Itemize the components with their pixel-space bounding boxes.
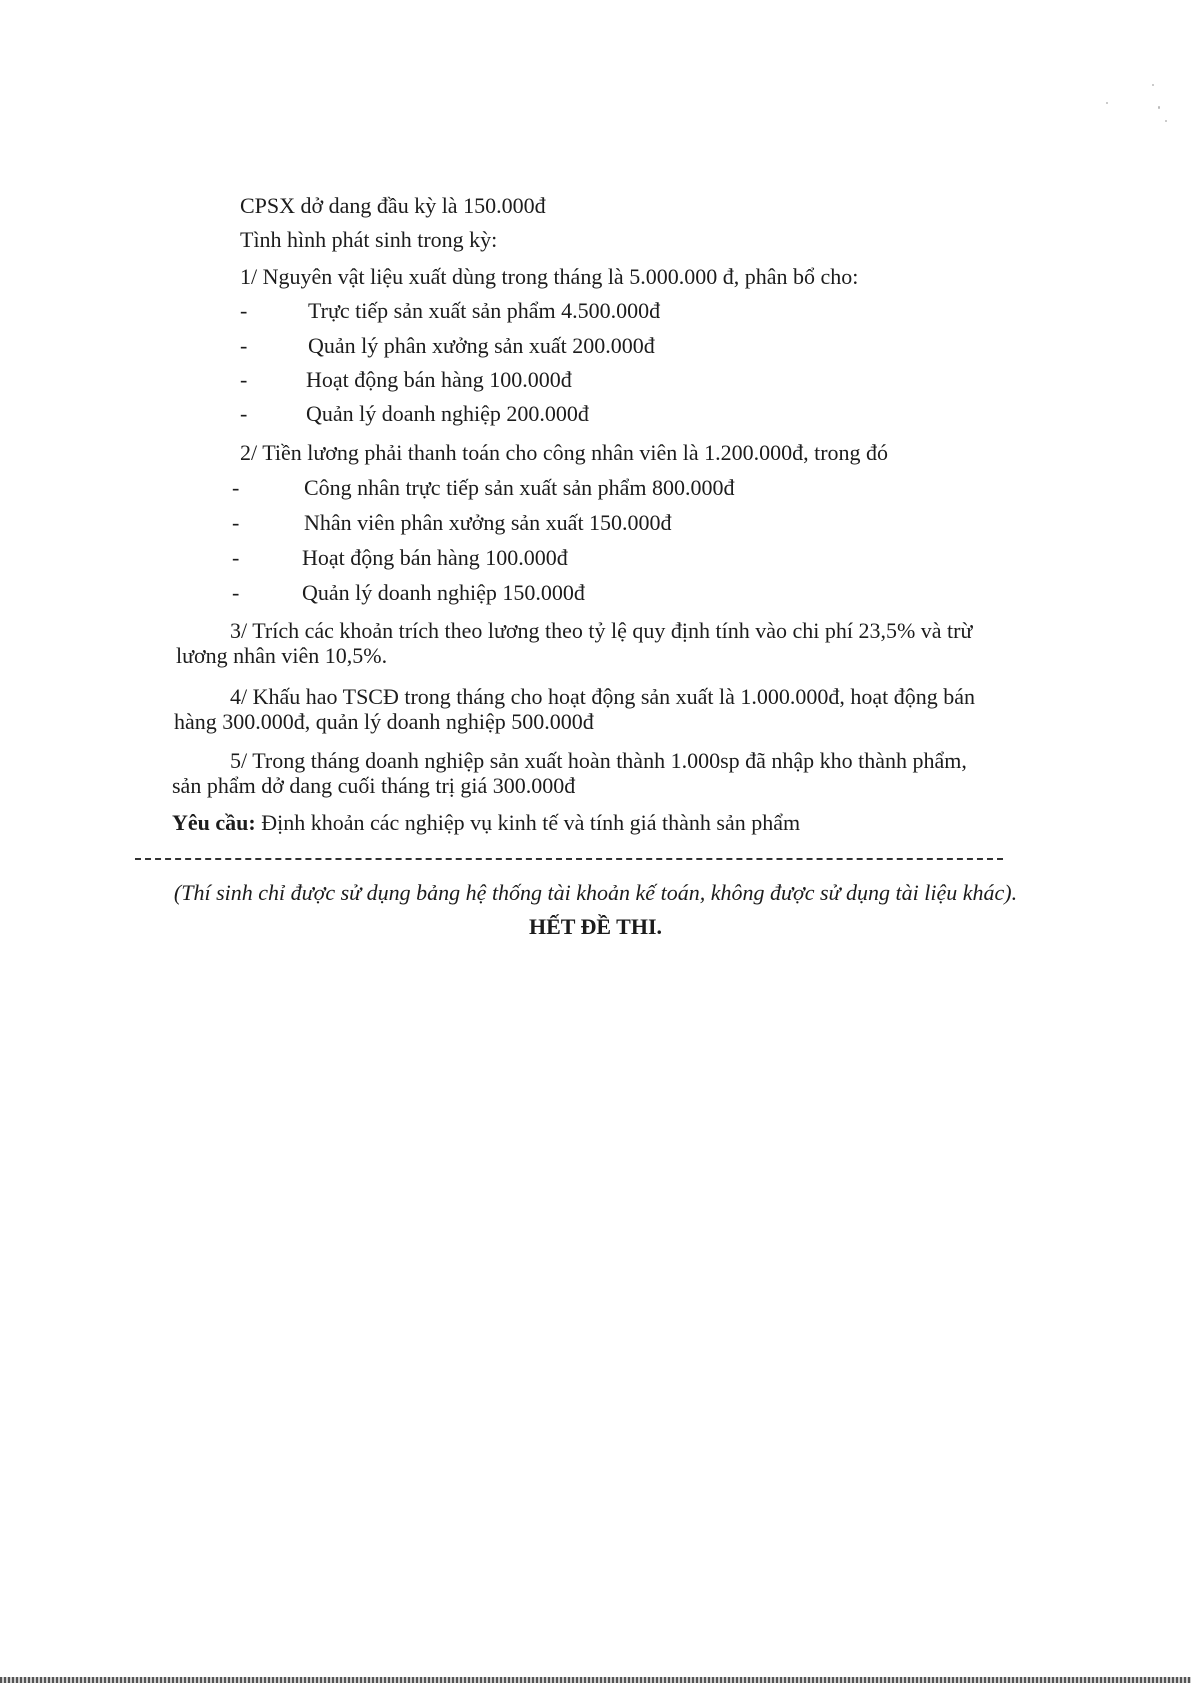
bullet-mark: - xyxy=(232,580,240,605)
scan-speck xyxy=(1165,120,1167,122)
requirement-text: Định khoản các nghiệp vụ kinh tế và tính giá thành sản phẩm xyxy=(255,810,801,835)
item2-bullet-1: Công nhân trực tiếp sản xuất sản phẩm 800.000đ xyxy=(304,475,735,500)
item2-bullet-4: Quản lý doanh nghiệp 150.000đ xyxy=(302,580,585,605)
intro-line-2: Tình hình phát sinh trong kỳ: xyxy=(240,227,498,252)
item3-line-1: 3/ Trích các khoản trích theo lương theo tỷ lệ quy định tính vào chi phí 23,5% và trừ xyxy=(230,618,973,643)
item1-bullet-2: Quản lý phân xưởng sản xuất 200.000đ xyxy=(308,333,655,358)
bullet-mark: - xyxy=(240,333,248,358)
item1-bullet-4: Quản lý doanh nghiệp 200.000đ xyxy=(306,401,589,426)
item2-bullet-3: Hoạt động bán hàng 100.000đ xyxy=(302,545,568,570)
end-title: HẾT ĐỀ THI. xyxy=(528,914,663,939)
item1-bullet-3: Hoạt động bán hàng 100.000đ xyxy=(306,367,572,392)
scan-speck xyxy=(1158,106,1160,109)
requirement-label: Yêu cầu: xyxy=(172,810,256,835)
bullet-mark: - xyxy=(232,475,240,500)
requirement-line xyxy=(172,810,800,836)
item1-heading: 1/ Nguyên vật liệu xuất dùng trong tháng là 5.000.000 đ, phân bổ cho: xyxy=(240,264,859,289)
scan-speck xyxy=(1106,102,1108,104)
item2-bullet-2: Nhân viên phân xưởng sản xuất 150.000đ xyxy=(304,510,672,535)
item4-line-1: 4/ Khấu hao TSCĐ trong tháng cho hoạt động sản xuất là 1.000.000đ, hoạt động bán xyxy=(230,684,976,709)
item2-heading: 2/ Tiền lương phải thanh toán cho công nhân viên là 1.200.000đ, trong đó xyxy=(240,440,889,465)
item5-line-2: sản phẩm dở dang cuối tháng trị giá 300.000đ xyxy=(172,773,576,798)
bullet-mark: - xyxy=(240,367,248,392)
bullet-mark: - xyxy=(240,298,248,323)
item3-line-2: lương nhân viên 10,5%. xyxy=(176,643,388,668)
bullet-mark: - xyxy=(240,401,248,426)
item1-bullet-1: Trực tiếp sản xuất sản phẩm 4.500.000đ xyxy=(308,298,661,323)
bullet-mark: - xyxy=(232,510,240,535)
item5-line-1: 5/ Trong tháng doanh nghiệp sản xuất hoàn thành 1.000sp đã nhập kho thành phẩm, xyxy=(230,748,967,773)
bullet-mark: - xyxy=(232,545,240,570)
scan-speck xyxy=(1152,84,1154,86)
item4-line-2: hàng 300.000đ, quản lý doanh nghiệp 500.000đ xyxy=(174,709,594,734)
dashed-divider xyxy=(135,858,1003,860)
scan-bottom-edge xyxy=(0,1677,1191,1683)
footer-note: (Thí sinh chỉ được sử dụng bảng hệ thống tài khoản kế toán, không được sử dụng tài liệu khác). xyxy=(173,880,1018,905)
intro-line-1: CPSX dở dang đầu kỳ là 150.000đ xyxy=(240,193,546,218)
